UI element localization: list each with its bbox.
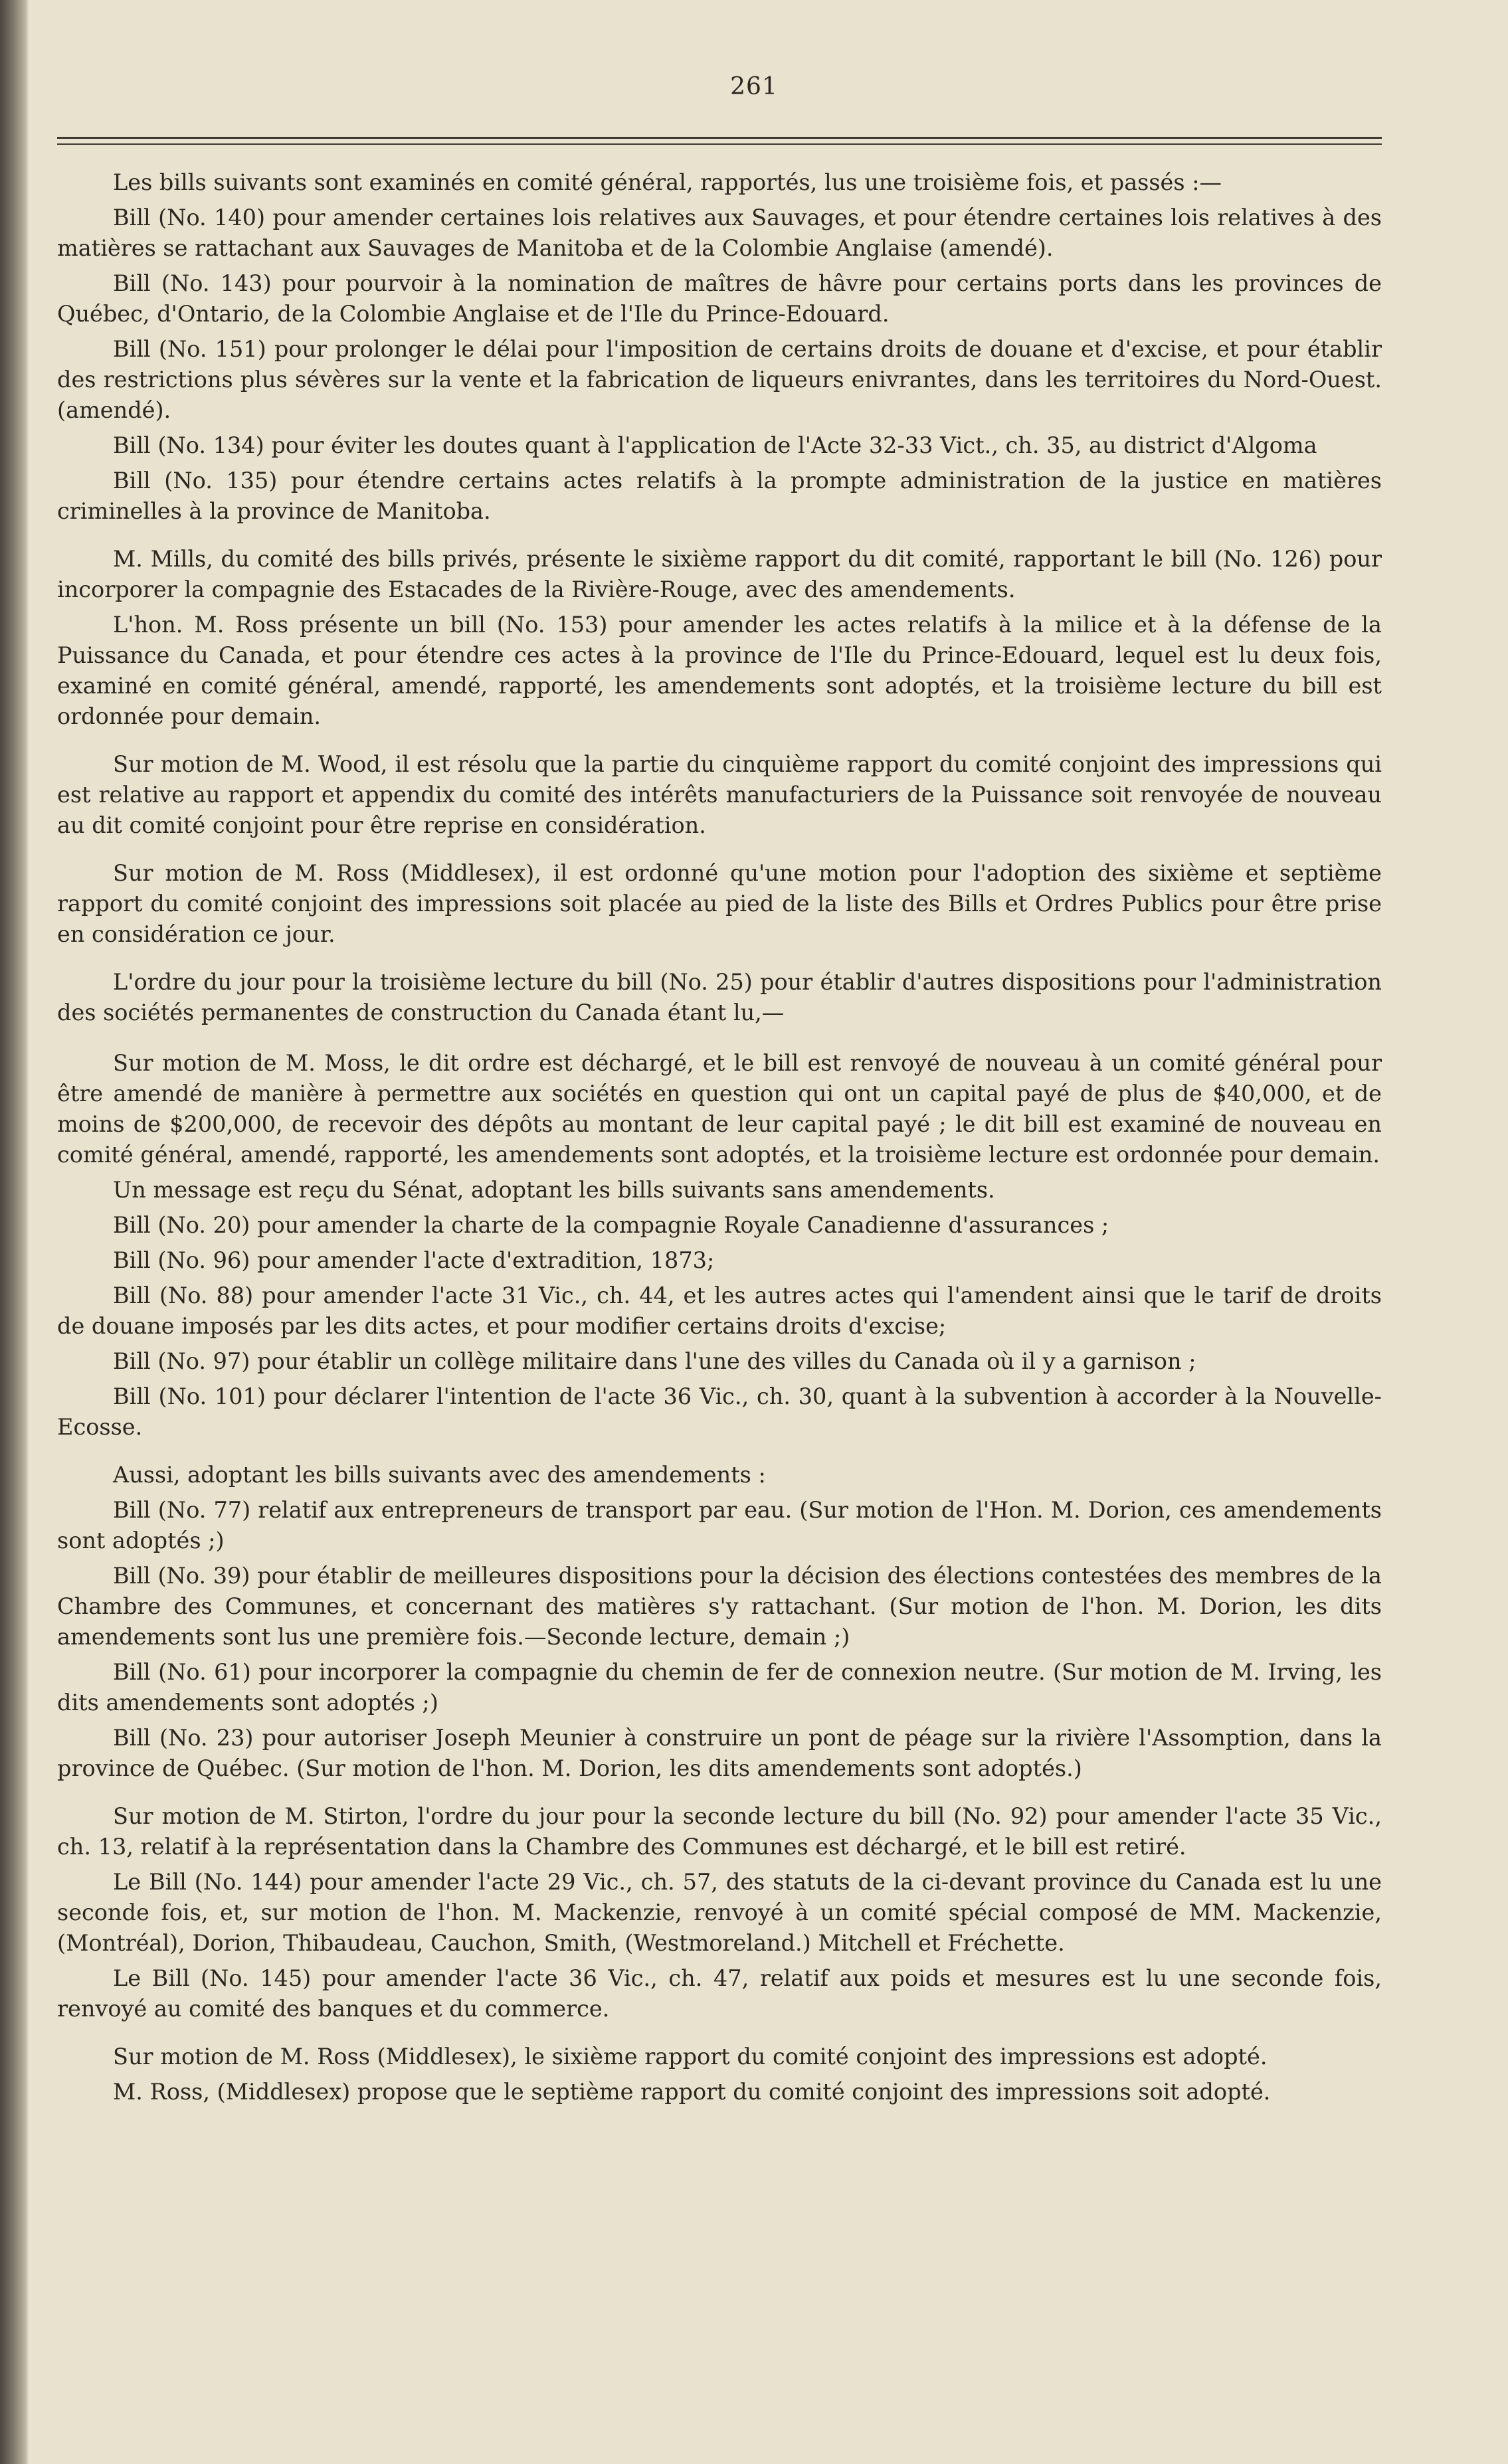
paragraph: Bill (No. 151) pour prolonger le délai pour l'imposition de certains droits de douane et d'excise, et pour établir des restrictions plus sévères sur la vente et la fabrication de liqueurs enivrantes, dans les territoires du Nord-Ouest. (amendé). (57, 336, 1382, 423)
paragraph: Sur motion de M. Wood, il est résolu que la partie du cinquième rapport du comité conjoint des impressions qui est relative au rapport et appendix du comité des intérêts manufacturiers de la Puissance soit renvoyée de nouveau au dit comité conjoint pour être reprise en considération. (57, 751, 1382, 838)
paragraph: Bill (No. 77) relatif aux entrepreneurs de transport par eau. (Sur motion de l'Hon. M. Dorion, ces amendements sont adoptés ;) (57, 1497, 1382, 1553)
paragraph: Bill (No. 20) pour amender la charte de la compagnie Royale Canadienne d'assurances ; (113, 1212, 1109, 1238)
paragraph: Bill (No. 61) pour incorporer la compagnie du chemin de fer de connexion neutre. (Sur motion de M. Irving, les dits amendements sont adoptés ;) (57, 1659, 1382, 1716)
paragraph: Les bills suivants sont examinés en comité général, rapportés, lus une troisième fois, et passés :— (113, 169, 1222, 195)
paragraph: Bill (No. 101) pour déclarer l'intention de l'acte 36 Vic., ch. 30, quant à la subvention à accorder à la Nouvelle-Ecosse. (57, 1383, 1382, 1440)
paragraph: Aussi, adoptant les bills suivants avec des amendements : (113, 1462, 766, 1488)
paragraph: Bill (No. 97) pour établir un collège militaire dans l'une des villes du Canada où il y a garnison ; (113, 1348, 1196, 1374)
journal-text (57, 167, 1382, 2112)
paragraph: L'hon. M. Ross présente un bill (No. 153) pour amender les actes relatifs à la milice et à la défense de la Puissance du Canada, et pour étendre ces actes à la province de l'Ile du Prince-Edouard, lequel est lu deux fois, examiné en comité général, amendé, rapporté, les amendements sont adoptés, et la troisième lecture du bill est ordonnée pour demain. (57, 612, 1382, 729)
paragraph: Bill (No. 88) pour amender l'acte 31 Vic., ch. 44, et les autres actes qui l'amendent ainsi que le tarif de droits de douane imposés par les dits actes, et pour modifier certains droits d'excise; (57, 1282, 1382, 1339)
paragraph: Bill (No. 134) pour éviter les doutes quant à l'application de l'Acte 32-33 Vict., ch. 35, au district d'Algoma (113, 432, 1317, 458)
header-rule-thin (57, 143, 1382, 145)
paragraph: Un message est reçu du Sénat, adoptant les bills suivants sans amendements. (113, 1177, 995, 1203)
paragraph: Bill (No. 23) pour autoriser Joseph Meunier à construire un pont de péage sur la rivière l'Assomption, dans la province de Québec. (Sur motion de l'hon. M. Dorion, les dits amendements sont adoptés.) (57, 1725, 1382, 1781)
paragraph: Bill (No. 135) pour étendre certains actes relatifs à la prompte administration de la justice en matières criminelles à la province de Manitoba. (57, 468, 1382, 524)
paragraph: Bill (No. 96) pour amender l'acte d'extradition, 1873; (113, 1247, 715, 1273)
paragraph: Sur motion de M. Ross (Middlesex), il est ordonné qu'une motion pour l'adoption des sixième et septième rapport du comité conjoint des impressions soit placée au pied de la liste des Bills et Ordres Publics pour être prise en considération ce jour. (57, 860, 1382, 947)
paragraph: Sur motion de M. Moss, le dit ordre est déchargé, et le bill est renvoyé de nouveau à un comité général pour être amendé de manière à permettre aux sociétés en question qui ont un capital payé de plus de $40,000, et de moins de $200,000, de recevoir des dépôts au montant de leur capital payé ; le dit bill est examiné de nouveau en comité général, amendé, rapporté, les amendements sont adoptés, et la troisième lecture est ordonnée pour demain. (57, 1050, 1382, 1168)
paragraph: M. Ross, (Middlesex) propose que le septième rapport du comité conjoint des impressions soit adopté. (113, 2079, 1271, 2105)
paragraph: Bill (No. 39) pour établir de meilleures dispositions pour la décision des élections contestées des membres de la Chambre des Communes, et concernant des matières s'y rattachant. (Sur motion de l'hon. M. Dorion, les dits amendements sont lus une première fois.—Seconde lecture, demain ;) (57, 1563, 1382, 1650)
paragraph: Sur motion de M. Stirton, l'ordre du jour pour la seconde lecture du bill (No. 92) pour amender l'acte 35 Vic., ch. 13, relatif à la représentation dans la Chambre des Communes est déchargé, et le bill est retiré. (57, 1803, 1382, 1860)
header-rule (57, 137, 1382, 139)
page-binding-edge (0, 0, 29, 2464)
paragraph: L'ordre du jour pour la troisième lecture du bill (No. 25) pour établir d'autres dispositions pour l'administration des sociétés permanentes de construction du Canada étant lu,— (57, 969, 1382, 1025)
paragraph: Bill (No. 140) pour amender certaines lois relatives aux Sauvages, et pour étendre certaines lois relatives à des matières se rattachant aux Sauvages de Manitoba et de la Colombie Anglaise (amendé). (57, 205, 1382, 261)
paragraph: Le Bill (No. 144) pour amender l'acte 29 Vic., ch. 57, des statuts de la ci-devant province du Canada est lu une seconde fois, et, sur motion de l'hon. M. Mackenzie, renvoyé à un comité spécial composé de MM. Mackenzie, (Montréal), Dorion, Thibaudeau, Cauchon, Smith, (Westmoreland.) Mitchell et Fréchette. (57, 1869, 1382, 1956)
page-number: 261 (730, 73, 778, 100)
paragraph: Bill (No. 143) pour pourvoir à la nomination de maîtres de hâvre pour certains ports dans les provinces de Québec, d'Ontario, de la Colombie Anglaise et de l'Ile du Prince-Edouard. (57, 270, 1382, 327)
paragraph: Le Bill (No. 145) pour amender l'acte 36 Vic., ch. 47, relatif aux poids et mesures est lu une seconde fois, renvoyé au comité des banques et du commerce. (57, 1965, 1382, 2022)
paragraph: M. Mills, du comité des bills privés, présente le sixième rapport du dit comité, rapportant le bill (No. 126) pour incorporer la compagnie des Estacades de la Rivière-Rouge, avec des amendements. (57, 546, 1382, 602)
paragraph: Sur motion de M. Ross (Middlesex), le sixième rapport du comité conjoint des impressions est adopté. (113, 2044, 1268, 2069)
